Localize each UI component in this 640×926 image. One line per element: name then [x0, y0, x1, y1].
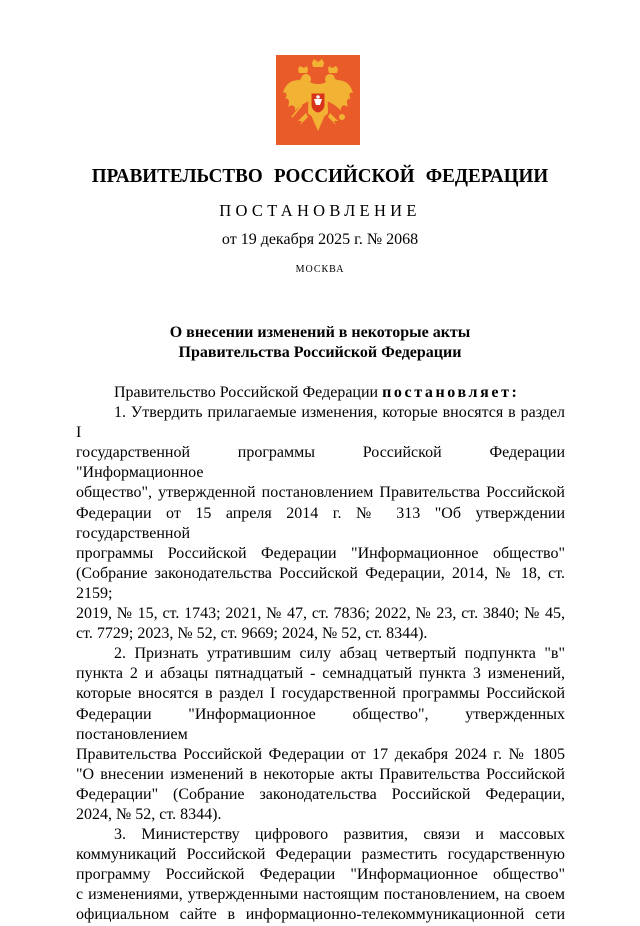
intro-paragraph — [76, 383, 565, 403]
coat-of-arms-emblem — [276, 55, 360, 145]
document-date-number: от 19 декабря 2025 г. № 2068 — [221, 231, 419, 248]
paragraph-line: официальном сайте в информационно-телекоммуникационной сети — [76, 906, 565, 924]
paragraph-line: 2019, № 15, ст. 1743; 2021, № 47, ст. 7836; 2022, № 23, ст. 3840; № 45, — [76, 605, 565, 623]
paragraph-line: (Собрание законодательства Российской Федерации, 2014, № 18, ст. 2159; — [76, 564, 565, 602]
document-type: ПОСТАНОВЛЕНИЕ — [219, 201, 421, 220]
document-body — [76, 383, 565, 926]
paragraph-line: государственной программы Российской Федерации "Информационное — [76, 444, 565, 482]
paragraph-line: Федерации от 15 апреля 2014 г. № 313 "Об утверждении государственной — [76, 504, 565, 542]
paragraph-line: 2. Признать утратившим силу абзац четвертый подпункта "в" — [114, 645, 565, 663]
paragraph-line: 3. Министерству цифрового развития, связи и массовых — [114, 826, 565, 844]
intro-verb: постановляет: — [382, 384, 520, 401]
paragraph-line: коммуникаций Российской Федерации разместить государственную — [76, 846, 565, 864]
paragraph-line: ст. 7729; 2023, № 52, ст. 9669; 2024, № 52, ст. 8344). — [76, 625, 428, 643]
paragraph-line: общество", утвержденной постановлением Правительства Российской — [76, 484, 565, 502]
title-line-2: Правительства Российской Федерации — [178, 344, 462, 361]
paragraph-line: 2024, № 52, ст. 8344). — [76, 805, 222, 823]
paragraph-line: которые вносятся в раздел I государственной программы Российской — [76, 685, 565, 703]
title-line-1: О внесении изменений в некоторые акты — [169, 324, 471, 341]
paragraph-line: Федерации "Информационное общество", утвержденных постановлением — [76, 705, 565, 743]
paragraph-line: пункта 2 и абзацы пятнадцатый - семнадцатый пункта 3 изменений, — [76, 665, 565, 683]
paragraph-line: "О внесении изменений в некоторые акты Правительства Российской — [76, 765, 565, 783]
document-title — [0, 323, 640, 363]
paragraph-line: Правительства Российской Федерации от 17 декабря 2024 г. № 1805 — [76, 745, 565, 763]
government-name: ПРАВИТЕЛЬСТВО РОССИЙСКОЙ ФЕДЕРАЦИИ — [91, 165, 549, 187]
paragraph-line: программы Российской Федерации "Информационное общество" — [76, 544, 565, 562]
paragraph-line: Федерации" (Собрание законодательства Российской Федерации, — [76, 785, 565, 803]
paragraph-line: с изменениями, утвержденными настоящим постановлением, на своем — [76, 886, 565, 904]
document-city: МОСКВА — [295, 264, 345, 275]
paragraph-2 — [76, 644, 565, 825]
coat-of-arms-russia-icon — [276, 55, 360, 145]
paragraph-1 — [76, 403, 565, 644]
intro-text: Правительство Российской Федерации — [114, 384, 383, 401]
paragraph-3 — [76, 825, 565, 925]
paragraph-line: программу Российской Федерации "Информационное общество" — [76, 866, 565, 884]
paragraph-line: 1. Утвердить прилагаемые изменения, которые вносятся в раздел I — [76, 404, 565, 442]
